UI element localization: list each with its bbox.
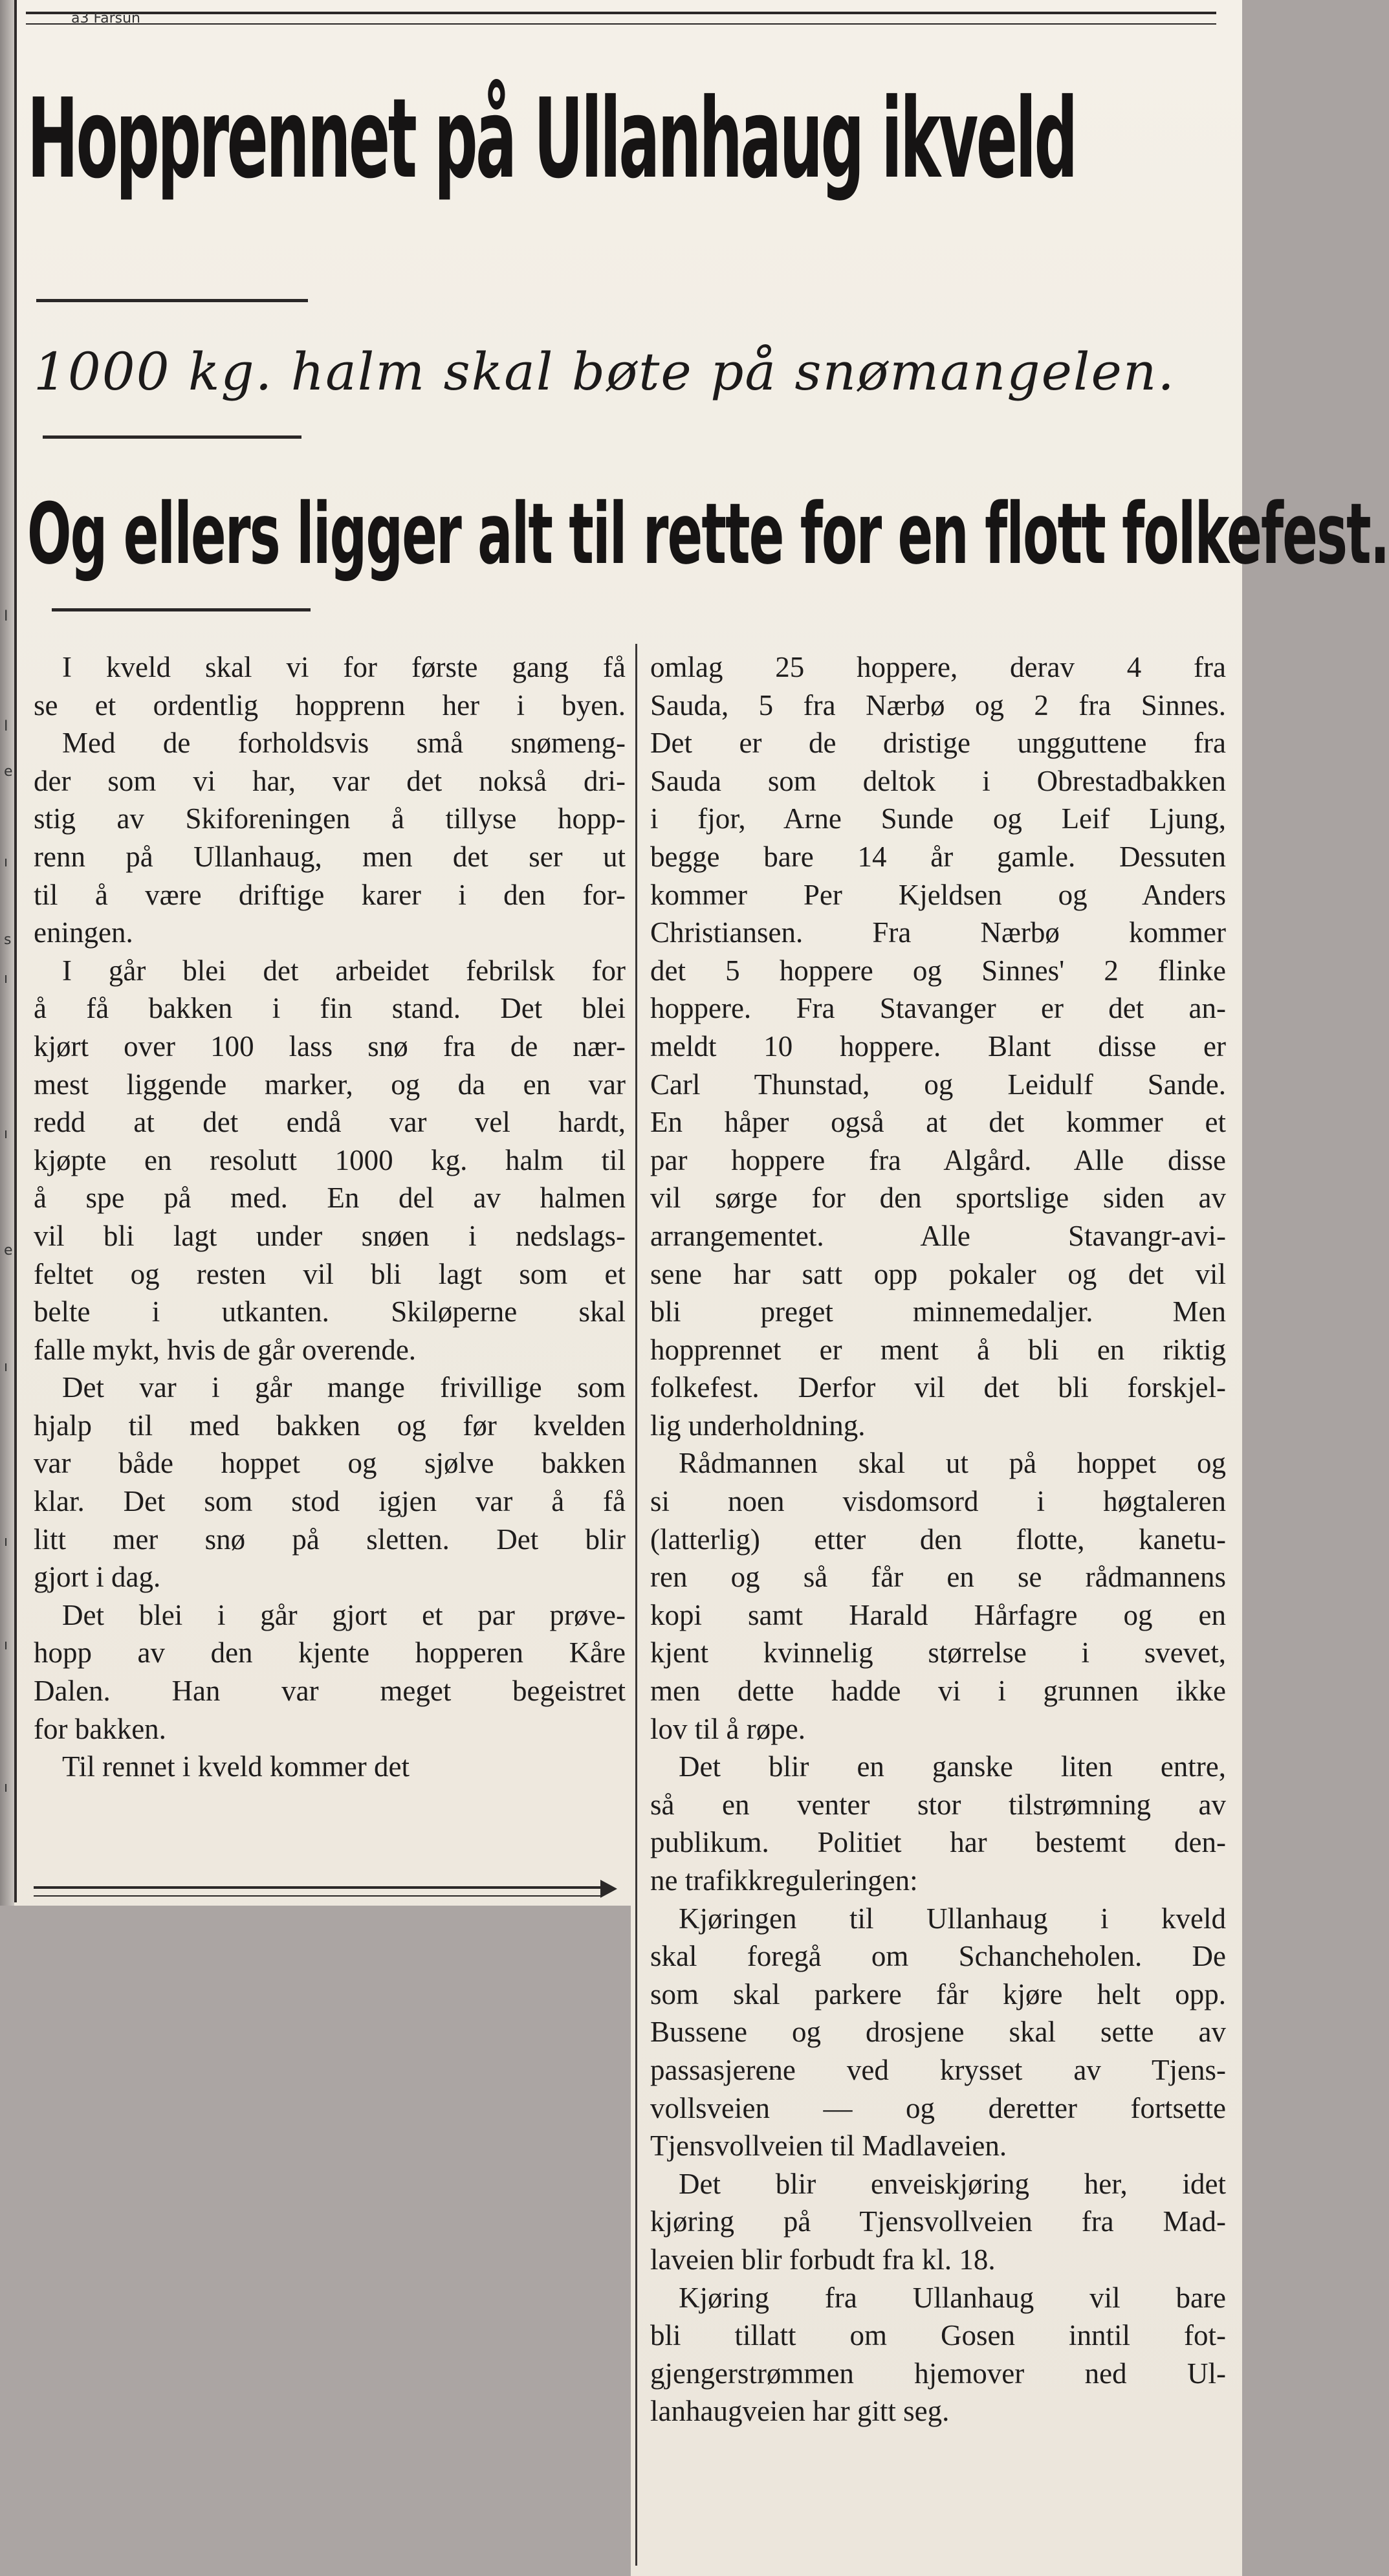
article-line: Carl Thunstad, og Leidulf Sande. — [650, 1068, 1226, 1101]
article-column-right — [650, 648, 1226, 2430]
article-line: lanhaugveien har gitt seg. — [650, 2395, 950, 2428]
article-line: Det blir en ganske liten entre, — [679, 1750, 1226, 1783]
article-line: arrangementet. Alle Stavangr-avi- — [650, 1219, 1226, 1252]
left-column-end-rule — [34, 1886, 603, 1897]
article-line: begge bare 14 år gamle. Dessuten — [650, 840, 1226, 873]
article-line: lig underholdning. — [650, 1409, 866, 1442]
article-line: renn på Ullanhaug, men det ser ut — [34, 840, 626, 873]
article-line: gjort i dag. — [34, 1561, 161, 1594]
rule-above-body — [52, 608, 311, 611]
masthead-snippet: a3 Farsun — [71, 10, 140, 27]
article-line: Bussene og drosjene skal sette av — [650, 2016, 1226, 2049]
article-line: der som vi har, var det nokså dri- — [34, 764, 626, 797]
article-line: Rådmannen skal ut på hoppet og — [679, 1447, 1226, 1480]
article-line: omlag 25 hoppere, derav 4 fra — [650, 651, 1226, 683]
article-line: Det blei i går gjort et par prøve- — [62, 1598, 626, 1631]
article-line: skal foregå om Schancheholen. De — [650, 1940, 1226, 1973]
article-line: lov til å røpe. — [650, 1712, 805, 1745]
article-line: sene har satt opp pokaler og det vil — [650, 1257, 1226, 1290]
article-line: til å være driftige karer i den for- — [34, 878, 626, 911]
article-line: bli preget minnemedaljer. Men — [650, 1295, 1226, 1328]
article-line: hopprennet er ment å bli en riktig — [650, 1333, 1226, 1366]
article-line: men dette hadde vi i grunnen ikke — [650, 1675, 1226, 1708]
subheading-italic: 1000 kg. halm skal bøte på snømangelen. — [34, 342, 1176, 402]
article-line: stig av Skiforeningen å tillyse hopp- — [34, 802, 626, 835]
article-line: Christiansen. Fra Nærbø kommer — [650, 916, 1226, 949]
article-line: som skal parkere får kjøre helt opp. — [650, 1977, 1226, 2010]
rule-under-subheading — [43, 435, 301, 439]
column-divider — [635, 644, 637, 2566]
article-line: kommer Per Kjeldsen og Anders — [650, 878, 1226, 911]
article-line: hoppere. Fra Stavanger er det an- — [650, 992, 1226, 1025]
article-line: litt mer snø på sletten. Det blir — [34, 1523, 626, 1556]
article-line: feltet og resten vil bli lagt som et — [34, 1257, 626, 1290]
article-line: Sauda som deltok i Obrestadbakken — [650, 764, 1226, 797]
article-line: belte i utkanten. Skiløperne skal — [34, 1295, 626, 1328]
article-line: klar. Det som stod igjen var å få — [34, 1485, 626, 1518]
article-line: kjøring på Tjensvollveien fra Mad- — [650, 2205, 1226, 2238]
article-line: Kjøringen til Ullanhaug i kveld — [679, 1902, 1226, 1935]
article-line: par hoppere fra Algård. Alle disse — [650, 1143, 1226, 1176]
article-line: publikum. Politiet har bestemt den- — [650, 1826, 1226, 1859]
article-line: Dalen. Han var meget begeistret — [34, 1675, 626, 1708]
article-line: ren og så får en se rådmannens — [650, 1561, 1226, 1594]
article-line: vollsveien — og deretter fortsette — [650, 2091, 1226, 2124]
article-line: gjengerstrømmen hjemover ned Ul- — [650, 2357, 1226, 2390]
continue-arrow-icon — [600, 1880, 617, 1898]
article-line: (latterlig) etter den flotte, kanetu- — [650, 1523, 1226, 1556]
article-line: Sauda, 5 fra Nærbø og 2 fra Sinnes. — [650, 688, 1226, 721]
article-line: eningen. — [34, 916, 133, 949]
article-line: I går blei det arbeidet febrilsk for — [62, 954, 626, 987]
article-line: si noen visdomsord i høgtaleren — [650, 1485, 1226, 1518]
article-line: redd at det endå var vel hardt, — [34, 1106, 626, 1139]
article-line: folkefest. Derfor vil det bli forskjel- — [650, 1371, 1226, 1404]
article-line: meldt 10 hoppere. Blant disse er — [650, 1029, 1226, 1062]
article-line: hopp av den kjente hopperen Kåre — [34, 1636, 626, 1669]
article-line: passasjerene ved krysset av Tjens- — [650, 2053, 1226, 2086]
article-line: vil bli lagt under snøen i nedslags- — [34, 1219, 626, 1252]
article-line: Tjensvollveien til Madlaveien. — [650, 2130, 1007, 2163]
article-line: Til rennet i kveld kommer det — [62, 1750, 410, 1783]
clipping-left-border — [14, 0, 17, 1902]
article-line: Det er de dristige ungguttene fra — [650, 727, 1226, 760]
article-line: Kjøring fra Ullanhaug vil bare — [679, 2281, 1226, 2314]
article-line: se et ordentlig hopprenn her i byen. — [34, 688, 626, 721]
article-line: Det blir enveiskjøring her, idet — [679, 2167, 1226, 2200]
article-column-left — [34, 648, 626, 1786]
subheading-bold: Og ellers ligger alt til rette for en flott folkefest. — [27, 485, 1389, 583]
masthead-rule — [26, 12, 1216, 25]
article-line: mest liggende marker, og da en var — [34, 1068, 626, 1101]
article-line: Det var i går mange frivillige som — [62, 1371, 626, 1404]
article-line: laveien blir forbudt fra kl. 18. — [650, 2243, 996, 2276]
adjacent-column-fragments: I I e ı s ı ı e ı ı ı ı — [4, 608, 13, 1796]
rule-under-headline — [36, 299, 308, 302]
article-line: Med de forholdsvis små snømeng- — [62, 727, 626, 760]
article-line: kjørt over 100 lass snø fra de nær- — [34, 1029, 626, 1062]
article-line: bli tillatt om Gosen inntil fot- — [650, 2319, 1226, 2352]
article-line: En håper også at det kommer et — [650, 1106, 1226, 1139]
background-below-clipping — [0, 1906, 631, 2576]
article-line: så en venter stor tilstrømning av — [650, 1788, 1226, 1821]
article-line: ne trafikkreguleringen: — [650, 1864, 918, 1897]
article-line: i fjor, Arne Sunde og Leif Ljung, — [650, 802, 1226, 835]
article-line: kjent kvinnelig størrelse i svevet, — [650, 1636, 1226, 1669]
article-line: å spe på med. En del av halmen — [34, 1182, 626, 1215]
article-line: var både hoppet og sjølve bakken — [34, 1447, 626, 1480]
article-line: I kveld skal vi for første gang få — [62, 651, 626, 683]
headline: Hopprennet på Ullanhaug ikveld — [27, 75, 1076, 203]
article-line: vil sørge for den sportslige siden av — [650, 1182, 1226, 1215]
article-line: hjalp til med bakken og før kvelden — [34, 1409, 626, 1442]
article-line: kopi samt Harald Hårfagre og en — [650, 1598, 1226, 1631]
article-line: å få bakken i fin stand. Det blei — [34, 992, 626, 1025]
article-line: for bakken. — [34, 1712, 166, 1745]
article-line: det 5 hoppere og Sinnes' 2 flinke — [650, 954, 1226, 987]
article-line: kjøpte en resolutt 1000 kg. halm til — [34, 1143, 626, 1176]
article-line: falle mykt, hvis de går overende. — [34, 1333, 417, 1366]
